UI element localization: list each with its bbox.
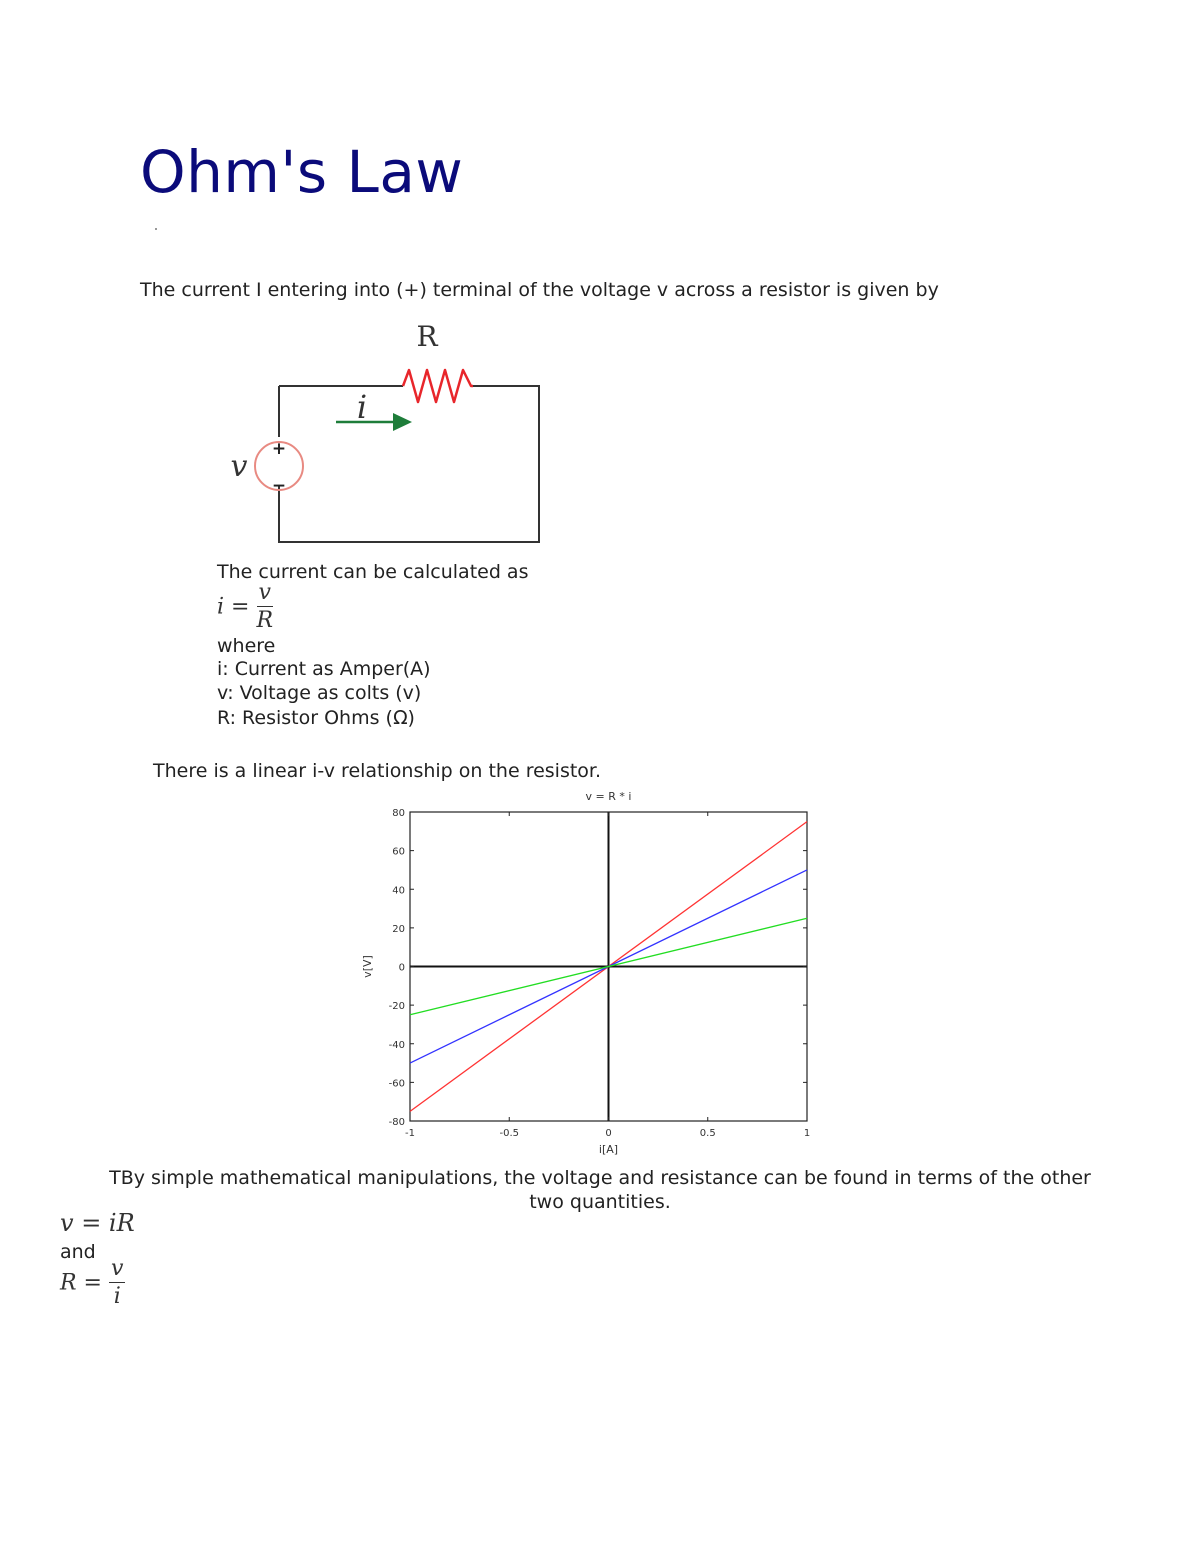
x-tick-label: -1 bbox=[405, 1128, 415, 1139]
linear-relationship-text: There is a linear i-v relationship on the resistor. bbox=[153, 760, 602, 782]
definition-current: i: Current as Amper(A) bbox=[217, 658, 431, 680]
y-tick-label: 40 bbox=[392, 885, 405, 897]
voltage-label: v bbox=[230, 449, 248, 484]
x-tick-label: 0 bbox=[605, 1128, 612, 1139]
minus-sign: − bbox=[271, 476, 287, 496]
x-tick-label: 0.5 bbox=[699, 1128, 716, 1139]
y-tick-label: -40 bbox=[388, 1039, 405, 1051]
resistance-equation-fraction bbox=[109, 1258, 125, 1308]
resistance-equation bbox=[60, 1258, 125, 1308]
resistor-label: R bbox=[416, 320, 438, 353]
x-tick-label: -0.5 bbox=[499, 1128, 520, 1139]
iv-chart bbox=[355, 784, 825, 1164]
current-arrow-head bbox=[393, 413, 412, 431]
equation-fraction bbox=[256, 582, 273, 632]
resistance-equation-lhs: R = bbox=[60, 1270, 102, 1296]
circuit-wire bbox=[279, 386, 539, 542]
y-tick-label: 80 bbox=[392, 808, 405, 819]
y-tick-label: -60 bbox=[388, 1078, 405, 1090]
resistance-equation-denominator: i bbox=[113, 1284, 121, 1309]
voltage-equation: v = iR bbox=[60, 1209, 135, 1237]
x-tick-label: 1 bbox=[803, 1128, 811, 1139]
chart-title: v = R * i bbox=[585, 790, 632, 803]
y-tick-label: 0 bbox=[398, 962, 405, 974]
definition-resistor: R: Resistor Ohms (Ω) bbox=[217, 707, 415, 729]
y-tick-label: 20 bbox=[392, 923, 405, 935]
manipulation-text-line1: TBy simple mathematical manipulations, the voltage and resistance can be found in terms of the other bbox=[109, 1167, 1091, 1189]
and-label: and bbox=[60, 1241, 96, 1263]
resistor-symbol bbox=[403, 370, 473, 402]
y-tick-label: 60 bbox=[392, 846, 405, 858]
intro-text: The current I entering into (+) terminal of the voltage v across a resistor is given by bbox=[140, 279, 939, 301]
definition-voltage: v: Voltage as colts (v) bbox=[217, 682, 422, 704]
y-tick-label: -80 bbox=[388, 1117, 405, 1128]
plus-sign: + bbox=[271, 439, 287, 459]
equation-numerator: v bbox=[258, 580, 271, 605]
circuit-diagram bbox=[215, 318, 555, 550]
equation-denominator: R bbox=[256, 608, 274, 633]
y-axis-label: v[V] bbox=[361, 955, 374, 978]
current-equation bbox=[217, 582, 273, 632]
current-label: i bbox=[356, 388, 368, 426]
equation-lhs: i = bbox=[217, 594, 250, 620]
manipulation-text-line2: two quantities. bbox=[529, 1191, 671, 1213]
calc-heading: The current can be calculated as bbox=[217, 561, 529, 583]
stray-dot bbox=[155, 228, 157, 230]
y-tick-label: -20 bbox=[388, 1001, 405, 1013]
x-axis-label: i[A] bbox=[598, 1143, 619, 1156]
where-label: where bbox=[217, 635, 276, 657]
resistance-equation-numerator: v bbox=[111, 1256, 124, 1281]
page-title: Ohm's Law bbox=[140, 138, 464, 206]
